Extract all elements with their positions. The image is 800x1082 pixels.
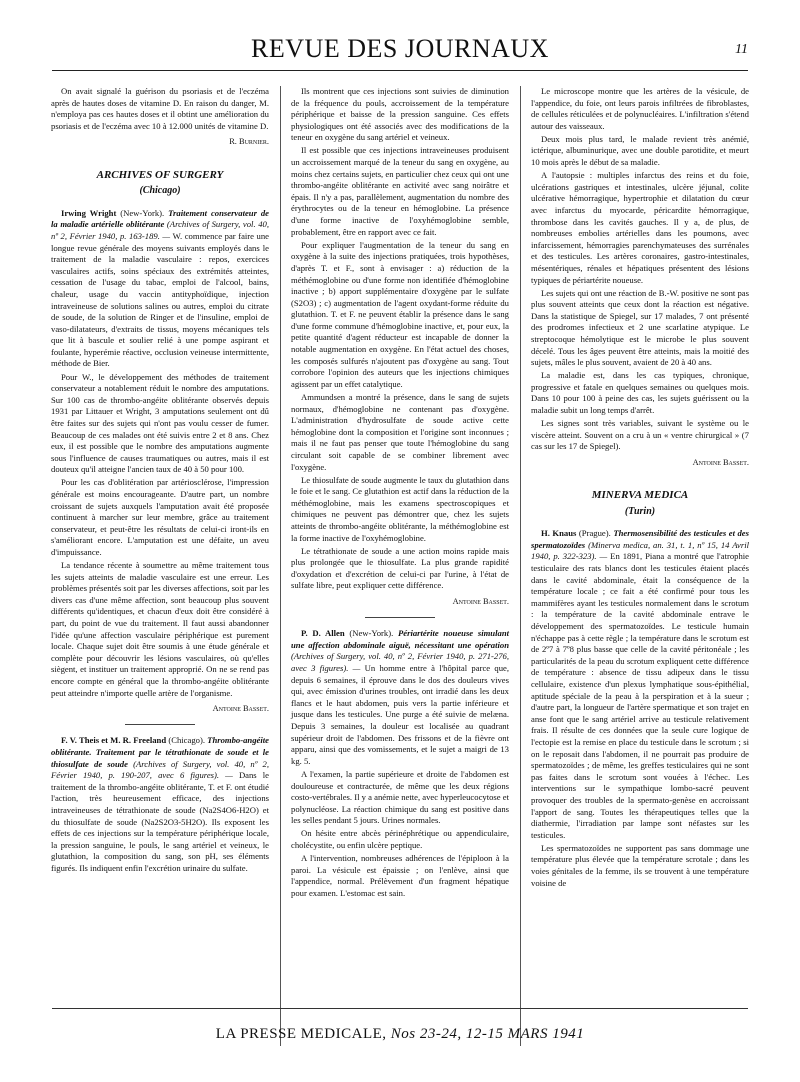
section-place-chicago: (Chicago) [139, 185, 181, 197]
running-head [52, 34, 748, 68]
column-divider-2 [520, 86, 521, 1046]
article-paragraph: On hésite entre abcès périnéphrétique ou appendiculaire, cholécystite, ou enfin ulcère peptique. [291, 828, 509, 850]
article-paragraph: A l'intervention, nombreuses adhérences de l'épiploon à la paroi. La vésicule est épaissie ; on l'enlève, ainsi que l'appendice, normal. Prélèvement d'un fragment hépatique pour examen. L'estomac est sain. [291, 853, 509, 898]
article-signature: Antoine Basset. [692, 457, 749, 467]
footer-rule [52, 1008, 748, 1009]
article-source: (Archives of Surgery, vol. 40, nº 2, Février 1940, p. 271-276, avec 3 figures). — [291, 651, 509, 674]
page-number: 11 [735, 42, 748, 57]
article-source: (Archives of Surgery, vol. 40, nº 2, Février 1940, p. 190-207, avec 6 figures). — [51, 758, 270, 781]
article-title: Thermosensibilité des testicules et des spermatozoïdes [531, 528, 749, 550]
article-paragraph: Le thiosulfate de soude augmente le taux du glutathion dans le foie et le sang. Ce glutathion est actif dans la réduction de la méthémoglobine, mais les examens spectroscopiques et chimiques ne peuvent pas démontrer que, chez les sujets atteints de thrombo-angéite oblitérante, la méthémoglobine est la forme inactive de l'oxyhémoglobine. [291, 474, 509, 543]
page-footer [52, 1026, 748, 1043]
article-signature: Antoine Basset. [452, 597, 509, 607]
article-text: Dans le traitement de la thrombo-angéite oblitérante, T. et F. ont étudié l'action, très heureusement efficace, des injections intraveineuses de tétrathionate de soude (Na2S4O6-H2O) et du thiosulfate de soude (Na2S2O3-5H2O). Ils exposent les effets de ces injections sur la température périphérique locale, la pression sanguine, le pouls, le sang artériel et veineux, le glutathion, la composition du sang, son pH, ses éléments figurés. Ils indiquent enfin l'excrétion urinaire du sulfate. [51, 770, 269, 873]
article-location: (New-York). [344, 628, 398, 639]
article-text: Un homme entre à l'hôpital parce que, depuis 6 semaines, il éprouve dans le dos des douleurs vives qui, avec émission d'urines troubles, ont irradié dans les deux flancs et le haut abdomen, puis vers la partie inférieure et jusque dans les testicules. Une purge a été suivie de melæna. Depuis 3 semaines, la douleur est localisée au quadrant supérieur droit de l'abdomen. Des frissons et de la fièvre ont apparu, ainsi que des vomissements, et le sujet a maigri de 13 kg. 5. [291, 663, 509, 766]
article-author: P. D. Allen [301, 628, 345, 639]
page-title: REVUE DES JOURNAUX [251, 34, 549, 63]
article-author: H. Knaus [541, 528, 577, 539]
section-heading-minerva-medica: MINERVA MEDICA [591, 489, 689, 502]
footer-issue: Nos 23-24, 12-15 MARS 1941 [390, 1026, 585, 1042]
article-wright-lead [51, 208, 269, 370]
article-paragraph: Deux mois plus tard, le malade revient très anémié, ictérique, albuminurique, avec une double parotidite, et meurt 10 mois après le début de sa maladie. [531, 133, 749, 168]
article-text: En 1891, Piana a montré que l'atrophie testiculaire des rats blancs dont les testicules étaient placés dans le cavité abdominale, était la conséquence de la température locale ; ce fait a été confirmé pour tous les mammifères ayant les testicules normalement dans le scrotum : la température de la cavité abdominale entrave le développement des spermatozoïdes. Le testicule humain n'échappe pas à cette règle ; la température dans le scrotum est de 2º7 à 7º8 plus basse que celle de la cavité péritonéale ; les particularités de la peau du scrotum expliquent cette différence de température : absence de tissu adipeux dans le tissu cellulaire, existence d'un plexus lymphatique sous-épithélial, aptitude spéciale de la peau à la perspiration et à la sueur ; d'autre part, la longueur de l'artère spermatique et son trajet en anse font que le sang artériel arrive au testicule relativement frais. Il résulte de ces données que la seule cure logique de l'ectopie est la remise en place du testicule dans le scrotum ; si on le reposait dans l'abdomen, il ne pourrait pas produire de spermatozoïdes ; de même, les greffes testiculaires qui ne sont pas faites dans le scrotum sont vouées à l'échec. Les interventions sur le sympathique lombo-sacré peuvent provoquer des troubles de la spermato-genèse en accroissant l'apport de sang. Toutes les thérapeutiques telles que la diathermie, l'irradiation par lampe sont néfastes sur les testicules. [531, 551, 749, 840]
intro-paragraph: On avait signalé la guérison du psoriasis et de l'eczéma après de hautes doses de vitamine D. En raison du danger, M. n'employa pas ces hautes doses et il obtint une amélioration du psoriasis et de l'eczéma avec 10 à 12.000 unités de vitamine D. [51, 86, 269, 131]
article-paragraph: Les sujets qui ont une réaction de B.-W. positive ne sont pas plus souvent atteints que ceux dont la réaction est négative. Dans la statistique de Spiegel, sur 17 malades, 7 ont présenté des prodromes infectieux et 2 une scarlatine atypique. Le streptocoque hémolytique est le microbe le plus souvent décelé. Tous les âges peuvent être atteints, mais la moitié des sujets, mâles le plus souvent, avaient de 20 à 40 ans. [531, 287, 749, 368]
article-paragraph: Pour expliquer l'augmentation de la teneur du sang en oxygène à la suite des injections pratiquées, trois hypothèses, d'après T. et F., sont à envisager : a) réduction de la méthémoglobine ou d'une forme non identifiée d'hémoglobine inactive ; b) apport supplémentaire d'oxygène par le sulfate (S2O3) ; c) augmentation de l'agent oxydant-forme réduite du glutathion. T. et F. ne peuvent établir la présence dans le sang d'une forme commune d'hémoglobine inactive, et, pour eux, la petite quantité d'agent réducteur est incapable de donner la notable augmentation en oxygène. En l'état actuel des choses, les composés sulfurés n'ajoutent pas d'oxygène au sang. Tout corrobore l'opinion des auteurs que les injections chimiques agissent par un effet catalytique. [291, 239, 509, 389]
article-paragraph: Le tétrathionate de soude a une action moins rapide mais plus prolongée que le thiosulfate. La plus grande rapidité d'oxydation et d'excrétion de celui-ci par l'urine, à l'état de sulfate libre, peut expliquer cette différence. [291, 545, 509, 591]
section-heading-archives-of-surgery: ARCHIVES OF SURGERY [96, 168, 224, 181]
article-knaus-lead [531, 528, 749, 841]
column-divider-1 [280, 86, 281, 1046]
article-title: Thrombo-angéite oblitérante. Traitement par le tétrathionate de soude et le thiosulfate de soude [51, 735, 269, 769]
column-2 [291, 86, 509, 901]
header-rule [52, 70, 748, 71]
article-paragraph: Ammundsen a montré la présence, dans le sang de sujets normaux, d'hémoglobine ne contenant pas d'oxygène. L'administration d'hydrosulfate de soude active cette hémoglobine dont la composition et l'origine sont inconnues ; mais il ne faut pas penser que toute l'hémoglobine du sang circulant soit capable de se combiner librement avec l'oxygène. [291, 391, 509, 472]
article-title: Traitement conservateur de la maladie artérielle oblitérante [51, 207, 269, 230]
article-paragraph: Ils montrent que ces injections sont suivies de diminution de la fréquence du pouls, accroissement de la température périphérique et baisse de la pression sanguine. Ces effets physiologiques ont été associés avec des modifications de la teneur en oxygène du sang artériel et veineux. [291, 86, 509, 143]
intro-signature: R. Burnier. [229, 137, 269, 147]
article-author: F. V. Theis et M. R. Freeland [61, 735, 167, 746]
column-1 [51, 86, 269, 876]
article-paragraph: La tendance récente à soumettre au même traitement tous les sujets atteints de maladie vasculaire est une erreur. Les problèmes présentés soit par les diverses affections, soit par les divers cas d'une même affection, sont beaucoup plus souvent différents qu'identiques, et chacun d'eux doit être considéré à part, du point de vue du traitement. Il faut aussi abandonner l'idée qu'une affection vasculaire périphérique est purement locale. Chaque sujet doit être soumis à une étude générale et complète pour découvrir les lésions vasculaires, où qu'elles siègent, et instituer un traitement approprié. On ne se rend pas encore compte en général que la thrombo-angéite oblitérante peut atteindre n'importe quelle artère de l'organisme. [51, 560, 269, 698]
article-allen-lead [291, 628, 509, 767]
article-divider [125, 724, 195, 725]
article-paragraph: Les signes sont très variables, suivant le système ou le viscère atteint. Souvent on a cru à un « ventre chirurgical » (7 cas sur les 17 de Spiegel). [531, 418, 749, 452]
article-text: W. commence par faire une longue revue générale des moyens suivants employés dans le traitement de la maladie vasculaire : repos, exercices vasculaires actifs, soins spéciaux des extrémités atteintes, cessation de l'usage du tabac, emploi de l'alcool, bains, chaleur, usage du vaccin antityphoïdique, injection intraveineuse de solutions salines ou autres, emploi du citrate de soude, de la solution de Ringer et de l'insuline, emploi de vaso-dilatateurs, d'extraits de tissus, moyens mécaniques tels que lit à bascule et soulier relié à une pompe aspirant et foulante, hyperémie réactive, occlusion veineuse intermittente, méthode de Bier. [51, 230, 270, 369]
article-paragraph: Le microscope montre que les artères de la vésicule, de l'appendice, du foie, ont leurs parois infiltrées de fibroblastes, de cellules réticulées et de polynucléaires. L'infiltration s'étend autour des vaisseaux. [531, 86, 749, 131]
article-location: (New-York). [116, 207, 169, 218]
article-source: (Archives of Surgery, vol. 40, nº 2, Février 1940, p. 163-189. — [51, 219, 270, 241]
article-signature: Antoine Basset. [212, 704, 269, 714]
article-theis-freeland-lead [51, 735, 269, 874]
article-paragraph: A l'examen, la partie supérieure et droite de l'abdomen est douloureuse et contracturée, de même que les deux régions costo-vertébrales. Il y a anémie nette, avec hyperleucocytose et polynucléose. La réaction chimique du sang est positive dans les selles pendant 5 jours. Urines normales. [291, 768, 509, 826]
article-paragraph: Pour W., le développement des méthodes de traitement conservateur a notablement réduit le nombre des amputations. Sur 100 cas de thrombo-angéite oblitérante observés depuis 1931 par Littauer et Wright, 3 amputations seulement ont dû être faites sur des sujets qui n'ont pas voulu cesser de fumer. Beaucoup de ces malades ont été suivis entre 2 et 8 ans. Chez eux, il est possible que le nombre des amputations augmente sous l'influence de causes traumatiques ou autres, mais il est douteux qu'il atteigne l'ancien taux de 40 à 50 pour 100. [51, 371, 269, 475]
article-source: (Minerva medica, an. 31, t. 1, nº 15, 14 Avril 1940, p. 322-323). — [531, 539, 749, 562]
article-divider [365, 617, 435, 618]
section-place-turin: (Turin) [624, 505, 656, 517]
article-paragraph: Il est possible que ces injections intraveineuses produisent un accroissement marqué de la teneur du sang en oxygène, au moins chez certains sujets, en particulier chez ceux qui ont une thrombo-angéite oblitérante en activité avec sang noirâtre et épais. Il n'y a pas, parallèlement, augmentation du nombre des érythrocytes ou de la teneur en hémoglobine. La présence d'une forme inactive de l'oxyhémoglobine semble, probablement, être en rapport avec ce fait. [291, 145, 509, 237]
article-paragraph: A l'autopsie : multiples infarctus des reins et du foie, ulcérations gastriques et intestinales, ulcère jéjunal, colite ulcérative hémorragique, hypertrophie et dilatation du cœur avec infarctus du myocarde, péricardite hémorragique, thrombose dans les cavités gauches. Il y a, de plus, de nombreuses embolies artérielles dans les poumons, avec infarcissement, hémorragies parenchymateuses des surrénales et des testicules. Les artères coronaires, gastro-intestinales, mésentériques, rénales et hépatiques présentent des lésions typiques de périartérite noueuse. [531, 170, 749, 285]
article-location: (Chicago). [166, 735, 208, 746]
article-title: Périartérite noueuse simulant une affection abdominale aiguë, nécessitant une opération [291, 628, 510, 650]
article-author: Irwing Wright [61, 207, 117, 218]
article-paragraph: Les spermatozoïdes ne supportent pas sans dommage une température plus élevée que la température scrotale ; dans les voies génitales de la femme, ils se trouvent à une température voisine de [531, 842, 749, 888]
article-paragraph: La maladie est, dans les cas typiques, chronique, progressive et fatale en quelques semaines ou quelques mois. Dans 10 pour 100 à peine des cas, les sujets guérissent ou la maladie subit un long temps d'arrêt. [531, 370, 749, 416]
article-location: (Prague). [576, 528, 614, 539]
footer-journal: LA PRESSE MEDICALE, [215, 1026, 387, 1042]
column-3 [531, 86, 749, 891]
article-paragraph: Pour les cas d'oblitération par artériosclérose, l'impression générale est moins encourageante. D'autre part, un nombre croissant de sujets auxquels l'amputation avait été proposée continuent à marcher sur leur membre, grâce au traitement conservateur, et peut-être les résultats de celui-ci iront-ils en s'améliorant encore. L'amputation est une défaite, un aveu d'impuissance. [51, 477, 269, 557]
